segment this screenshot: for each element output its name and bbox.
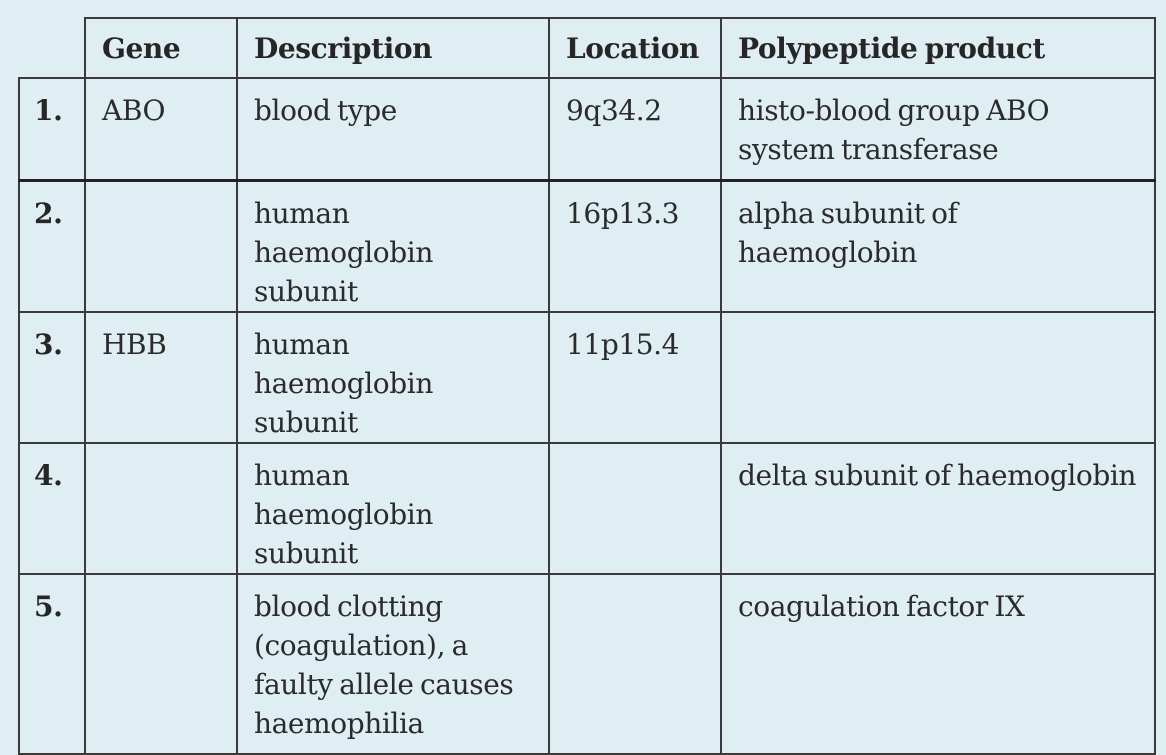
row-number: 2. xyxy=(19,180,85,312)
row-number: 4. xyxy=(19,443,85,574)
gene-cell xyxy=(85,443,237,574)
description-cell: blood clotting (coagulation), a faulty allele causes haemophilia xyxy=(237,574,549,754)
table-row xyxy=(19,574,1155,754)
table-row xyxy=(19,78,1155,180)
product-cell xyxy=(721,312,1155,443)
row-number: 3. xyxy=(19,312,85,443)
table-row xyxy=(19,443,1155,574)
location-cell: 11p15.4 xyxy=(549,312,721,443)
row-number: 5. xyxy=(19,574,85,754)
header-row xyxy=(19,18,1155,78)
description-cell: human haemoglobin subunit xyxy=(237,443,549,574)
gene-cell xyxy=(85,180,237,312)
table-row xyxy=(19,312,1155,443)
description-cell: human haemoglobin subunit xyxy=(237,312,549,443)
gene-cell: HBB xyxy=(85,312,237,443)
gene-cell xyxy=(85,574,237,754)
product-cell: histo-blood group ABO system transferase xyxy=(721,78,1155,180)
header-gene: Gene xyxy=(85,18,237,78)
location-cell: 9q34.2 xyxy=(549,78,721,180)
gene-table xyxy=(18,17,1156,755)
location-cell xyxy=(549,443,721,574)
location-cell: 16p13.3 xyxy=(549,180,721,312)
blank-corner-cell xyxy=(19,18,85,78)
description-cell: human haemoglobin subunit xyxy=(237,180,549,312)
product-cell: alpha subunit of haemoglobin xyxy=(721,180,1155,312)
product-cell: delta subunit of haemoglobin xyxy=(721,443,1155,574)
header-location: Location xyxy=(549,18,721,78)
location-cell xyxy=(549,574,721,754)
product-cell: coagulation factor IX xyxy=(721,574,1155,754)
table-row xyxy=(19,180,1155,312)
row-number: 1. xyxy=(19,78,85,180)
header-product: Polypeptide product xyxy=(721,18,1155,78)
description-cell: blood type xyxy=(237,78,549,180)
header-description: Description xyxy=(237,18,549,78)
gene-cell: ABO xyxy=(85,78,237,180)
